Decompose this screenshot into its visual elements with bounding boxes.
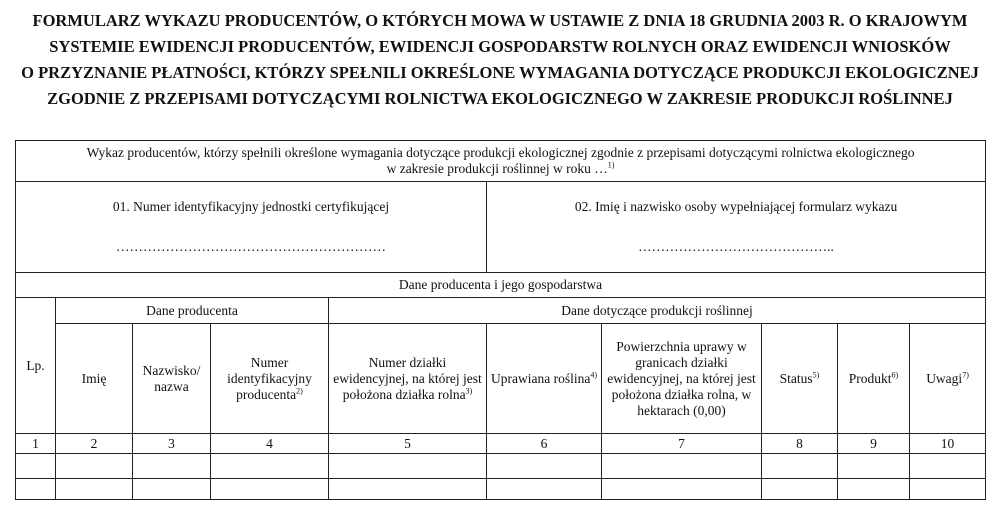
field-02-input-dots[interactable]: …………………………………….. xyxy=(638,239,834,254)
col-numer-id-text: Numer identyfikacyjny producenta xyxy=(227,354,312,402)
empty-cell[interactable] xyxy=(762,479,838,500)
title-line-3: O PRZYZNANIE PŁATNOŚCI, KTÓRZY SPEŁNILI OKREŚLONE WYMAGANIA DOTYCZĄCE PRODUKCJI EKOLOGICZNEJ xyxy=(21,63,979,82)
empty-cell[interactable] xyxy=(211,454,329,479)
column-number: 9 xyxy=(838,434,910,454)
col-status-footnote: 5) xyxy=(812,370,820,379)
empty-cell[interactable] xyxy=(56,454,133,479)
empty-cell[interactable] xyxy=(838,479,910,500)
col-dzialka-header xyxy=(329,324,487,434)
table-row xyxy=(16,454,986,479)
intro-line-2 xyxy=(19,161,982,177)
col-nazwisko-header: Nazwisko/ nazwa xyxy=(133,324,211,434)
column-number: 7 xyxy=(602,434,762,454)
column-number: 3 xyxy=(133,434,211,454)
column-number: 8 xyxy=(762,434,838,454)
table-row xyxy=(16,479,986,500)
col-status-header xyxy=(762,324,838,434)
col-uwagi-footnote: 7) xyxy=(962,370,969,379)
group-crop-header: Dane dotyczące produkcji roślinnej xyxy=(329,298,986,324)
empty-cell[interactable] xyxy=(910,479,986,500)
col-uwagi-text: Uwagi xyxy=(926,370,963,386)
intro-cell xyxy=(16,141,986,182)
producers-form-table xyxy=(15,140,986,500)
title-line-2: SYSTEMIE EWIDENCJI PRODUCENTÓW, EWIDENCJI GOSPODARSTW ROLNYCH ORAZ EWIDENCJI WNIOSKÓW xyxy=(49,37,951,56)
empty-cell[interactable] xyxy=(487,454,602,479)
empty-cell[interactable] xyxy=(133,479,211,500)
empty-cell[interactable] xyxy=(56,479,133,500)
column-number: 1 xyxy=(16,434,56,454)
col-dzialka-text: Numer działki ewidencyjnej, na której jest położona działka rolna xyxy=(333,354,482,402)
section-title: Dane producenta i jego gospodarstwa xyxy=(16,273,986,298)
group-producer-header: Dane producenta xyxy=(56,298,329,324)
empty-cell[interactable] xyxy=(211,479,329,500)
field-01-input-dots[interactable]: …………………………………………………… xyxy=(116,239,386,254)
column-number: 2 xyxy=(56,434,133,454)
col-dzialka-footnote: 3) xyxy=(465,386,473,395)
col-powierzchnia-header: Powierzchnia uprawy w granicach działki ewidencyjnej, na której jest położona działka rolna, w hektarach (0,00) xyxy=(602,324,762,434)
intro-footnote: 1) xyxy=(607,160,615,170)
col-uwagi-header xyxy=(910,324,986,434)
empty-cell[interactable] xyxy=(16,454,56,479)
col-imie-header: Imię xyxy=(56,324,133,434)
column-numbers-row xyxy=(16,434,986,454)
column-number: 10 xyxy=(910,434,986,454)
empty-cell[interactable] xyxy=(602,479,762,500)
col-numer-id-footnote: 2) xyxy=(296,386,303,395)
field-01-label: 01. Numer identyfikacyjny jednostki certyfikującej xyxy=(112,199,390,214)
empty-cell[interactable] xyxy=(133,454,211,479)
field-02-label: 02. Imię i nazwisko osoby wypełniającej formularz wykazu xyxy=(574,199,898,214)
column-number: 6 xyxy=(487,434,602,454)
column-number: 4 xyxy=(211,434,329,454)
intro-line-1: Wykaz producentów, którzy spełnili określone wymagania dotyczące produkcji ekologicznej zgodnie z przepisami dotyczącymi rolnictwa ekologicznego xyxy=(86,145,915,160)
empty-cell[interactable] xyxy=(910,454,986,479)
field-01-cell[interactable] xyxy=(16,182,487,273)
empty-cell[interactable] xyxy=(329,454,487,479)
empty-cell[interactable] xyxy=(762,454,838,479)
empty-cell[interactable] xyxy=(16,479,56,500)
empty-cell[interactable] xyxy=(602,454,762,479)
intro-line-2-text: w zakresie produkcji roślinnej w roku … xyxy=(386,161,608,176)
title-line-4: ZGODNIE Z PRZEPISAMI DOTYCZĄCYMI ROLNICTWA EKOLOGICZNEGO W ZAKRESIE PRODUKCJI ROŚLINNEJ xyxy=(47,89,953,108)
field-02-cell[interactable] xyxy=(487,182,986,273)
form-title xyxy=(0,8,1000,112)
empty-cell[interactable] xyxy=(838,454,910,479)
empty-cell[interactable] xyxy=(329,479,487,500)
col-produkt-footnote: 6) xyxy=(891,370,899,379)
title-line-1: FORMULARZ WYKAZU PRODUCENTÓW, O KTÓRYCH MOWA W USTAWIE Z DNIA 18 GRUDNIA 2003 R. O KRAJOWYM xyxy=(32,11,968,30)
col-produkt-text: Produkt xyxy=(848,370,892,386)
col-roslina-footnote: 4) xyxy=(590,370,597,379)
col-status-text: Status xyxy=(779,370,813,386)
column-number: 5 xyxy=(329,434,487,454)
col-roslina-text: Uprawiana roślina xyxy=(490,370,591,386)
col-numer-id-header xyxy=(211,324,329,434)
col-roslina-header xyxy=(487,324,602,434)
empty-cell[interactable] xyxy=(487,479,602,500)
col-produkt-header xyxy=(838,324,910,434)
col-lp-header: Lp. xyxy=(16,298,56,434)
